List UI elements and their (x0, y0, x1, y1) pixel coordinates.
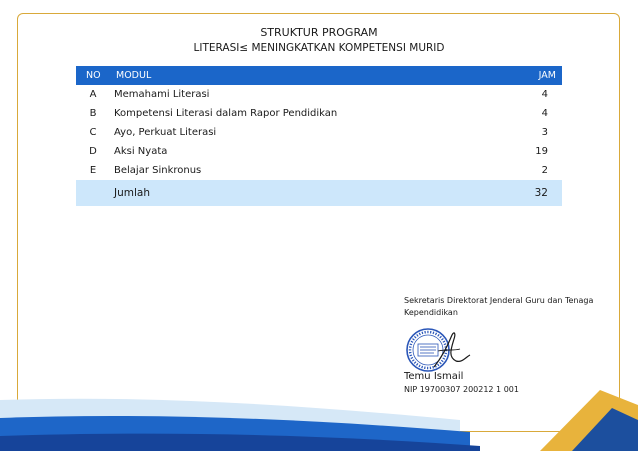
total-value: 32 (534, 187, 548, 199)
row-jam: 3 (541, 127, 548, 138)
table-row (76, 123, 562, 142)
column-header-no: NO (86, 70, 101, 81)
table-row (76, 104, 562, 123)
row-modul: Ayo, Perkuat Literasi (114, 127, 217, 138)
total-no (76, 180, 106, 206)
column-header-modul: MODUL (116, 70, 152, 81)
row-modul: Aksi Nyata (114, 146, 168, 157)
row-no: B (89, 108, 97, 119)
signatory-org-line1: Sekretaris Direktorat Jenderal Guru dan Tenaga (404, 296, 594, 305)
table-header-row (76, 66, 562, 85)
table-row (76, 142, 562, 161)
row-no: E (89, 165, 97, 176)
row-jam: 2 (541, 165, 548, 176)
row-jam: 4 (541, 89, 548, 100)
row-no: A (89, 89, 97, 100)
row-modul: Kompetensi Literasi dalam Rapor Pendidikan (114, 108, 338, 119)
row-jam: 4 (541, 108, 548, 119)
row-modul: Belajar Sinkronus (114, 165, 202, 176)
table-row (76, 85, 562, 104)
table-total-row (76, 180, 562, 206)
signatory-nip: NIP 19700307 200212 1 001 (404, 385, 519, 394)
table-row (76, 161, 562, 180)
signatory-name: Temu Ismail (404, 371, 464, 382)
signatory-organization (404, 295, 604, 319)
program-table (76, 66, 562, 206)
row-no: D (89, 146, 97, 157)
row-modul: Memahami Literasi (114, 89, 210, 100)
row-no: C (89, 127, 97, 138)
page-subtitle: LITERASI≤ MENINGKATKAN KOMPETENSI MURID (193, 42, 445, 54)
row-jam: 19 (535, 146, 548, 157)
signatory-org-line2: Kependidikan (404, 308, 458, 317)
page-title: STRUKTUR PROGRAM (260, 26, 378, 39)
official-stamp-seal-icon (404, 327, 474, 373)
column-header-jam: JAM (538, 70, 556, 81)
total-label: Jumlah (114, 187, 150, 199)
